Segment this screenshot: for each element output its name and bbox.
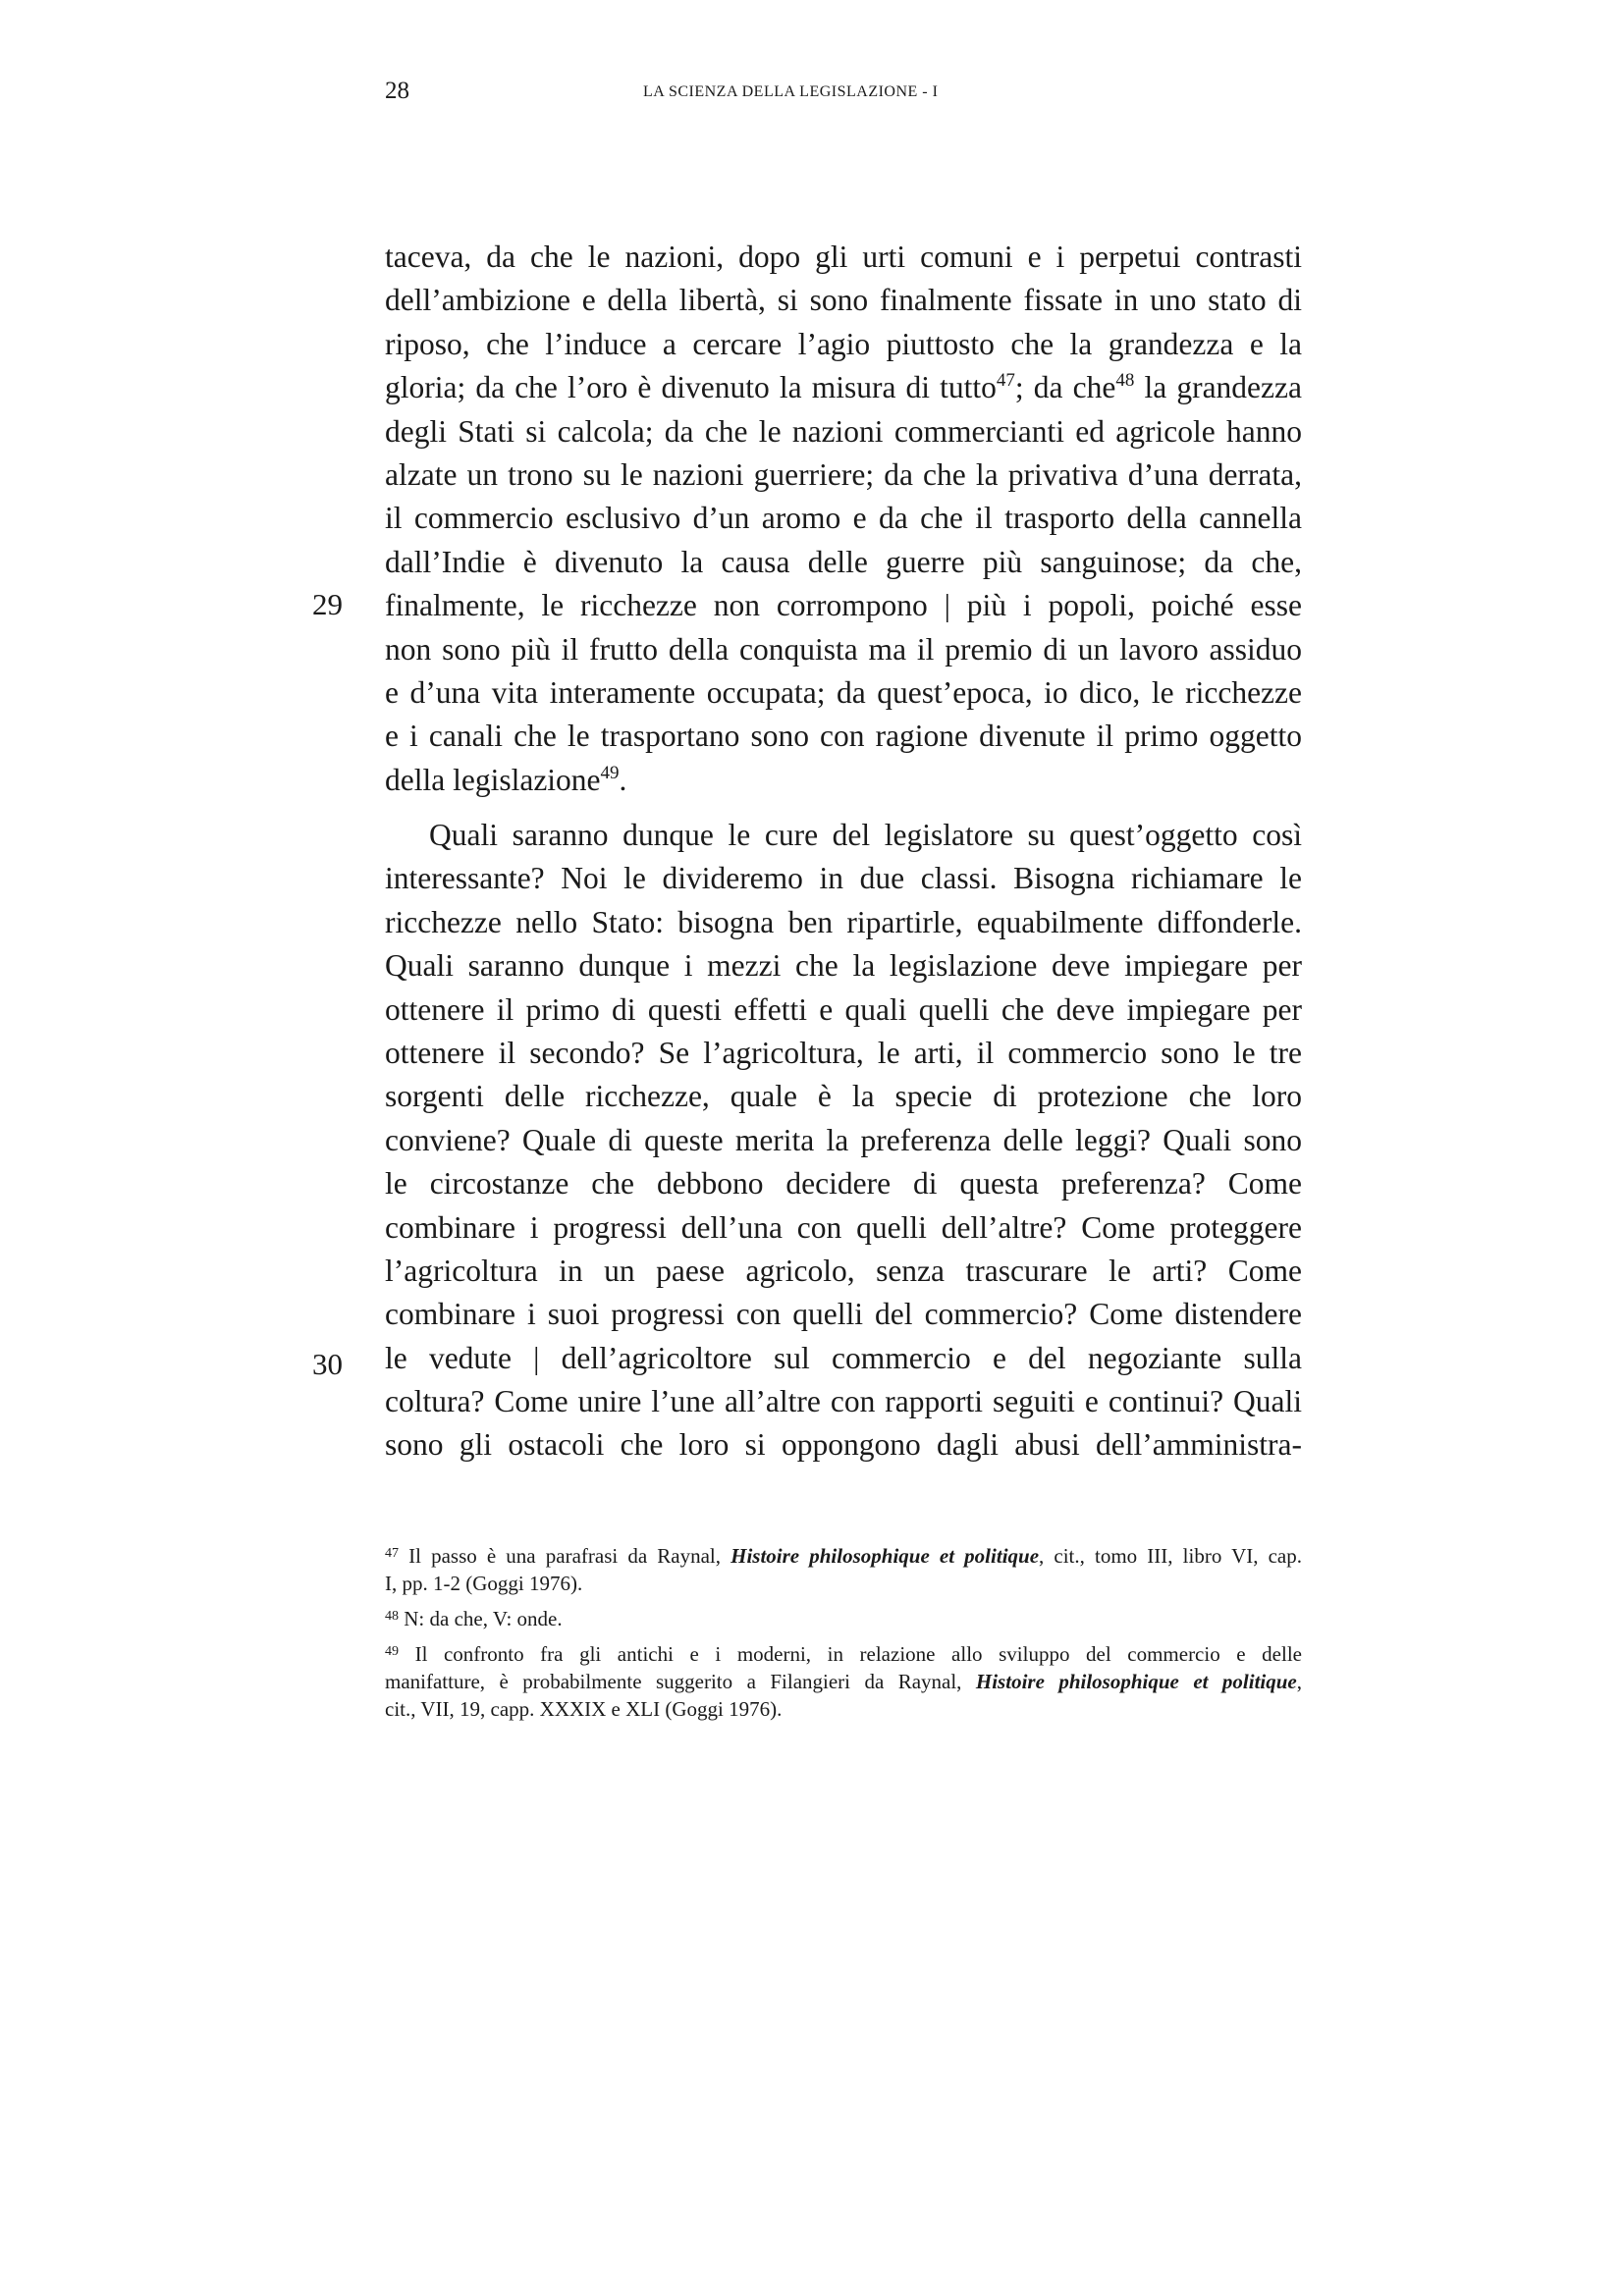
footnote-number: 47	[385, 1546, 399, 1561]
footnote-text: Il passo è una parafrasi da Raynal,	[399, 1544, 731, 1568]
footnote-47	[385, 1542, 1302, 1597]
footnote-ref-48[interactable]: 48	[1115, 370, 1135, 392]
text-line: taceva, da che le nazioni, dopo gli urti comuni e i perpetui contrasti	[385, 240, 1302, 274]
text-line: interessante? Noi le divideremo in due classi. Bisogna richiamare le	[385, 861, 1302, 896]
footnotes	[385, 1542, 1302, 1731]
text-line	[385, 366, 1302, 409]
text-line: sono gli ostacoli che loro si oppongono dagli abusi dell’amministra-	[385, 1427, 1302, 1463]
text-segment: della legislazione	[385, 762, 601, 797]
text-line: alzate un trono su le nazioni guerriere; da che la privativa d’una derrata,	[385, 456, 1302, 492]
text-line: non sono più il frutto della conquista ma il premio di un lavoro assiduo	[385, 631, 1302, 667]
text-line: l’agricoltura in un paese agricolo, senza trascurare le arti? Come	[385, 1253, 1302, 1288]
text-line: finalmente, le ricchezze non corrompono | più i popoli, poiché esse	[385, 588, 1302, 623]
margin-number-29: 29	[312, 587, 343, 621]
text-line: ottenere il primo di questi effetti e quali quelli che deve impiegare per	[385, 991, 1302, 1027]
text-line: conviene? Quale di queste merita la preferenza delle leggi? Quali sono	[385, 1122, 1302, 1157]
text-line: e i canali che le trasportano sono con ragione divenute il primo oggetto	[385, 719, 1302, 754]
footnote-line	[385, 1668, 1302, 1695]
footnote-title: Histoire philosophique et politique	[975, 1670, 1297, 1693]
text-segment: ; da che	[1014, 370, 1116, 405]
text-line: sorgenti delle ricchezze, quale è la specie di protezione che loro	[385, 1079, 1302, 1114]
text-line: le vedute | dell’agricoltore sul commercio e del negoziante sulla	[385, 1340, 1302, 1375]
page-number: 28	[385, 78, 409, 104]
footnote-ref-47[interactable]: 47	[996, 370, 1015, 392]
text-line: Quali saranno dunque le cure del legislatore su quest’oggetto così	[429, 818, 1302, 852]
footnote-number: 48	[385, 1609, 399, 1624]
footnote-text: N: da che, V: onde.	[399, 1607, 563, 1630]
text-line: le circostanze che debbono decidere di questa preferenza? Come	[385, 1166, 1302, 1201]
text-segment: .	[619, 762, 627, 797]
footnote-text: manifatture, è probabilmente suggerito a Filangieri da Raynal,	[385, 1670, 976, 1693]
footnote-line: cit., VII, 19, capp. XXXIX e XLI (Goggi 1976).	[385, 1697, 783, 1721]
margin-number-30: 30	[312, 1347, 343, 1381]
footnote-ref-49[interactable]: 49	[600, 762, 620, 783]
paragraph-1	[385, 236, 1302, 802]
footnote-line	[385, 1605, 1302, 1632]
paragraph-2	[385, 814, 1302, 1468]
text-line: Quali saranno dunque i mezzi che la legislazione deve impiegare per	[385, 948, 1302, 984]
footnote-text: ,	[1296, 1670, 1303, 1693]
text-line: ottenere il secondo? Se l’agricoltura, le arti, il commercio sono le tre	[385, 1035, 1302, 1070]
footnote-number: 49	[385, 1644, 399, 1659]
text-segment: gloria; da che l’oro è divenuto la misura di tutto	[385, 370, 997, 405]
text-line: dell’ambizione e della libertà, si sono finalmente fissate in uno stato di	[385, 283, 1302, 318]
footnote-48	[385, 1605, 1302, 1632]
text-line	[385, 759, 1302, 802]
footnote-text: Il confronto fra gli antichi e i moderni, in relazione allo sviluppo del commercio e delle	[399, 1642, 1302, 1666]
text-line: combinare i suoi progressi con quelli del commercio? Come distendere	[385, 1297, 1302, 1332]
text-line: degli Stati si calcola; da che le nazioni commercianti ed agricole hanno	[385, 413, 1302, 449]
footnote-title: Histoire philosophique et politique	[730, 1544, 1040, 1568]
text-line: coltura? Come unire l’une all’altre con rapporti seguiti e continui? Quali	[385, 1384, 1302, 1419]
footnote-line	[385, 1542, 1302, 1570]
text-line: il commercio esclusivo d’un aromo e da che il trasporto della cannella	[385, 501, 1302, 536]
footnote-49	[385, 1640, 1302, 1723]
footnote-line	[385, 1640, 1302, 1668]
text-line: combinare i progressi dell’una con quelli dell’altre? Come proteggere	[385, 1209, 1302, 1245]
footnote-line: I, pp. 1-2 (Goggi 1976).	[385, 1572, 583, 1595]
text-line: e d’una vita interamente occupata; da quest’epoca, io dico, le ricchezze	[385, 674, 1302, 710]
footnote-text: , cit., tomo III, libro VI, cap.	[1039, 1544, 1302, 1568]
text-segment: la grandezza	[1134, 370, 1302, 405]
text-line: riposo, che l’induce a cercare l’agio piuttosto che la grandezza e la	[385, 326, 1302, 361]
running-title: LA SCIENZA DELLA LEGISLAZIONE - I	[643, 83, 939, 100]
text-line: dall’Indie è divenuto la causa delle guerre più sanguinose; da che,	[385, 544, 1302, 579]
text-line: ricchezze nello Stato: bisogna ben ripartirle, equabilmente diffonderle.	[385, 904, 1302, 939]
